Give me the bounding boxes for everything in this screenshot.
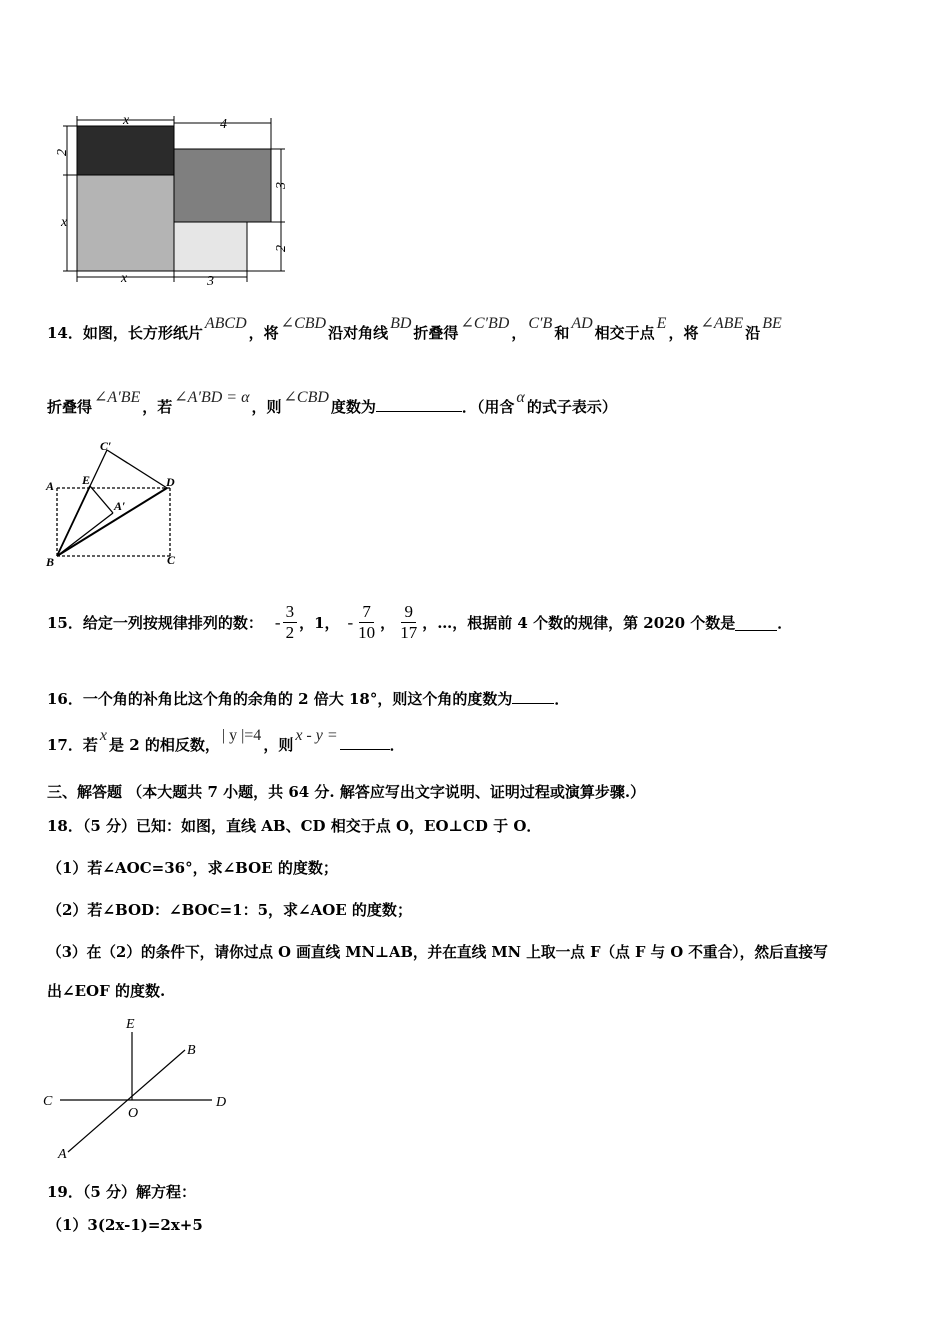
- q15-line: [47, 602, 792, 643]
- math-be: BE: [762, 315, 782, 332]
- mid-gray-rect: [174, 149, 271, 222]
- q19-sub1: （1）3(2x-1)=2x+5: [47, 1216, 203, 1234]
- q14-text: 和: [554, 324, 570, 342]
- q17-text: ，则: [263, 736, 294, 754]
- neg-sign: -: [274, 612, 281, 632]
- q14-text: 度数为: [330, 398, 376, 416]
- denominator: 2: [285, 623, 295, 642]
- q16-text: 16．一个角的补角比这个角的余角的 2 倍大 18°，则这个角的度数为: [47, 690, 513, 708]
- section-heading: 三、解答题 （本大题共 7 小题，共 64 分. 解答应写出文字说明、证明过程或演算步骤.）: [47, 783, 646, 801]
- q14-line2: [47, 389, 617, 417]
- area-rectangles-figure: [55, 112, 295, 292]
- q16-text: ．: [554, 690, 570, 708]
- q15-text: ，: [380, 614, 396, 632]
- q16-line: [47, 688, 569, 709]
- answer-blank[interactable]: [376, 396, 462, 412]
- q18-sub2: （2）若∠BOD：∠BOC=1：5，求∠AOE 的度数；: [47, 901, 412, 919]
- q14-text: 的式子表示）: [526, 398, 617, 416]
- denominator: 17: [400, 623, 418, 642]
- math-abcd: ABCD: [204, 315, 247, 332]
- numerator: 7: [359, 602, 374, 623]
- math-x-minus-y: x - y =: [295, 727, 338, 744]
- q14-text: 沿: [745, 324, 761, 342]
- label-x-top: x: [123, 113, 130, 128]
- q14-text: ，: [511, 324, 527, 342]
- q14-text: 14．如图，长方形纸片: [47, 324, 203, 342]
- q15-text: 15．给定一列按规律排列的数：: [47, 614, 263, 632]
- label-O: O: [128, 1106, 139, 1121]
- math-abe: ∠ABE: [700, 315, 744, 332]
- q17-line: [47, 727, 405, 755]
- q14-text: ，将: [668, 324, 699, 342]
- label-C: C: [167, 553, 176, 567]
- q18-stem: 18．（5 分）已知：如图，直线 AB、CD 相交于点 O，EO⊥CD 于 O．: [47, 817, 542, 835]
- label-Ap: A′: [114, 499, 126, 513]
- math-cpb: C′B: [528, 315, 553, 332]
- fraction: [283, 602, 298, 643]
- label-E: E: [82, 473, 91, 487]
- fraction: [397, 602, 420, 643]
- neg-sign: -: [347, 612, 354, 632]
- math-cbd: ∠CBD: [280, 315, 327, 332]
- q17-text: 是 2 的相反数，: [108, 736, 220, 754]
- answer-blank[interactable]: [340, 734, 390, 750]
- light-rect: [174, 222, 247, 271]
- intersecting-lines-figure: [40, 1012, 240, 1162]
- answer-blank[interactable]: [735, 615, 777, 631]
- q17-text: ．: [389, 736, 405, 754]
- label-3-right: 3: [274, 182, 289, 189]
- fraction: [355, 602, 378, 643]
- label-4: 4: [220, 117, 227, 132]
- q14-text: ，若: [142, 398, 173, 416]
- math-cbd2: ∠CBD: [283, 389, 329, 406]
- math-apbe: ∠A′BE: [94, 389, 141, 406]
- math-x: x: [99, 727, 107, 744]
- math-condition: ∠A′BD = α: [174, 389, 250, 406]
- math-abs-y: | y |=4: [221, 727, 262, 744]
- label-2-right: 2: [274, 245, 289, 252]
- label-E: E: [126, 1017, 135, 1032]
- math-cpbd: ∠C′BD: [460, 315, 510, 332]
- label-C: C: [43, 1094, 53, 1109]
- label-D: D: [216, 1095, 227, 1110]
- q14-text: ，将: [248, 324, 279, 342]
- label-x-left: x: [61, 215, 68, 230]
- numerator: 9: [401, 602, 416, 623]
- numerator: 3: [283, 602, 298, 623]
- label-A: A: [46, 479, 55, 493]
- q15-text: ，…，根据前 4 个数的规律，第 2020 个数是: [422, 614, 736, 632]
- fold-rectangle-figure: [40, 438, 190, 574]
- math-e: E: [656, 315, 667, 332]
- q14-line1: [47, 315, 784, 343]
- q15-text: ，1，: [299, 614, 340, 632]
- label-B: B: [46, 555, 55, 569]
- answer-blank[interactable]: [512, 688, 554, 704]
- q18-sub1: （1）若∠AOC=36°，求∠BOE 的度数；: [47, 859, 338, 877]
- dark-square: [77, 126, 174, 175]
- q14-text: 折叠得: [47, 398, 93, 416]
- q19-stem: 19．（5 分）解方程：: [47, 1183, 197, 1201]
- denominator: 10: [358, 623, 376, 642]
- math-alpha: α: [516, 389, 525, 406]
- left-gray-rect: [77, 175, 174, 271]
- label-B: B: [187, 1043, 196, 1058]
- label-D: D: [166, 475, 175, 489]
- label-x-bottom: x: [121, 271, 128, 286]
- q15-text: ．: [777, 614, 793, 632]
- label-2-left: 2: [55, 149, 70, 156]
- q14-text: 相交于点: [594, 324, 655, 342]
- q14-text: ，则: [251, 398, 282, 416]
- q14-text: ．（用含: [461, 398, 515, 416]
- q14-text: 沿对角线: [328, 324, 389, 342]
- math-ad: AD: [571, 315, 593, 332]
- label-3-bottom: 3: [207, 274, 214, 289]
- q18-sub3-a: （3）在（2）的条件下，请你过点 O 画直线 MN⊥AB，并在直线 MN 上取一点 F（点 F 与 O 不重合），然后直接写: [47, 944, 828, 961]
- math-bd: BD: [390, 315, 412, 332]
- q14-text: 折叠得: [413, 324, 459, 342]
- q17-text: 17．若: [47, 736, 98, 754]
- q18-sub3-b: 出∠EOF 的度数.: [47, 982, 166, 1000]
- label-Cp: C′: [100, 439, 112, 453]
- label-A: A: [58, 1147, 67, 1162]
